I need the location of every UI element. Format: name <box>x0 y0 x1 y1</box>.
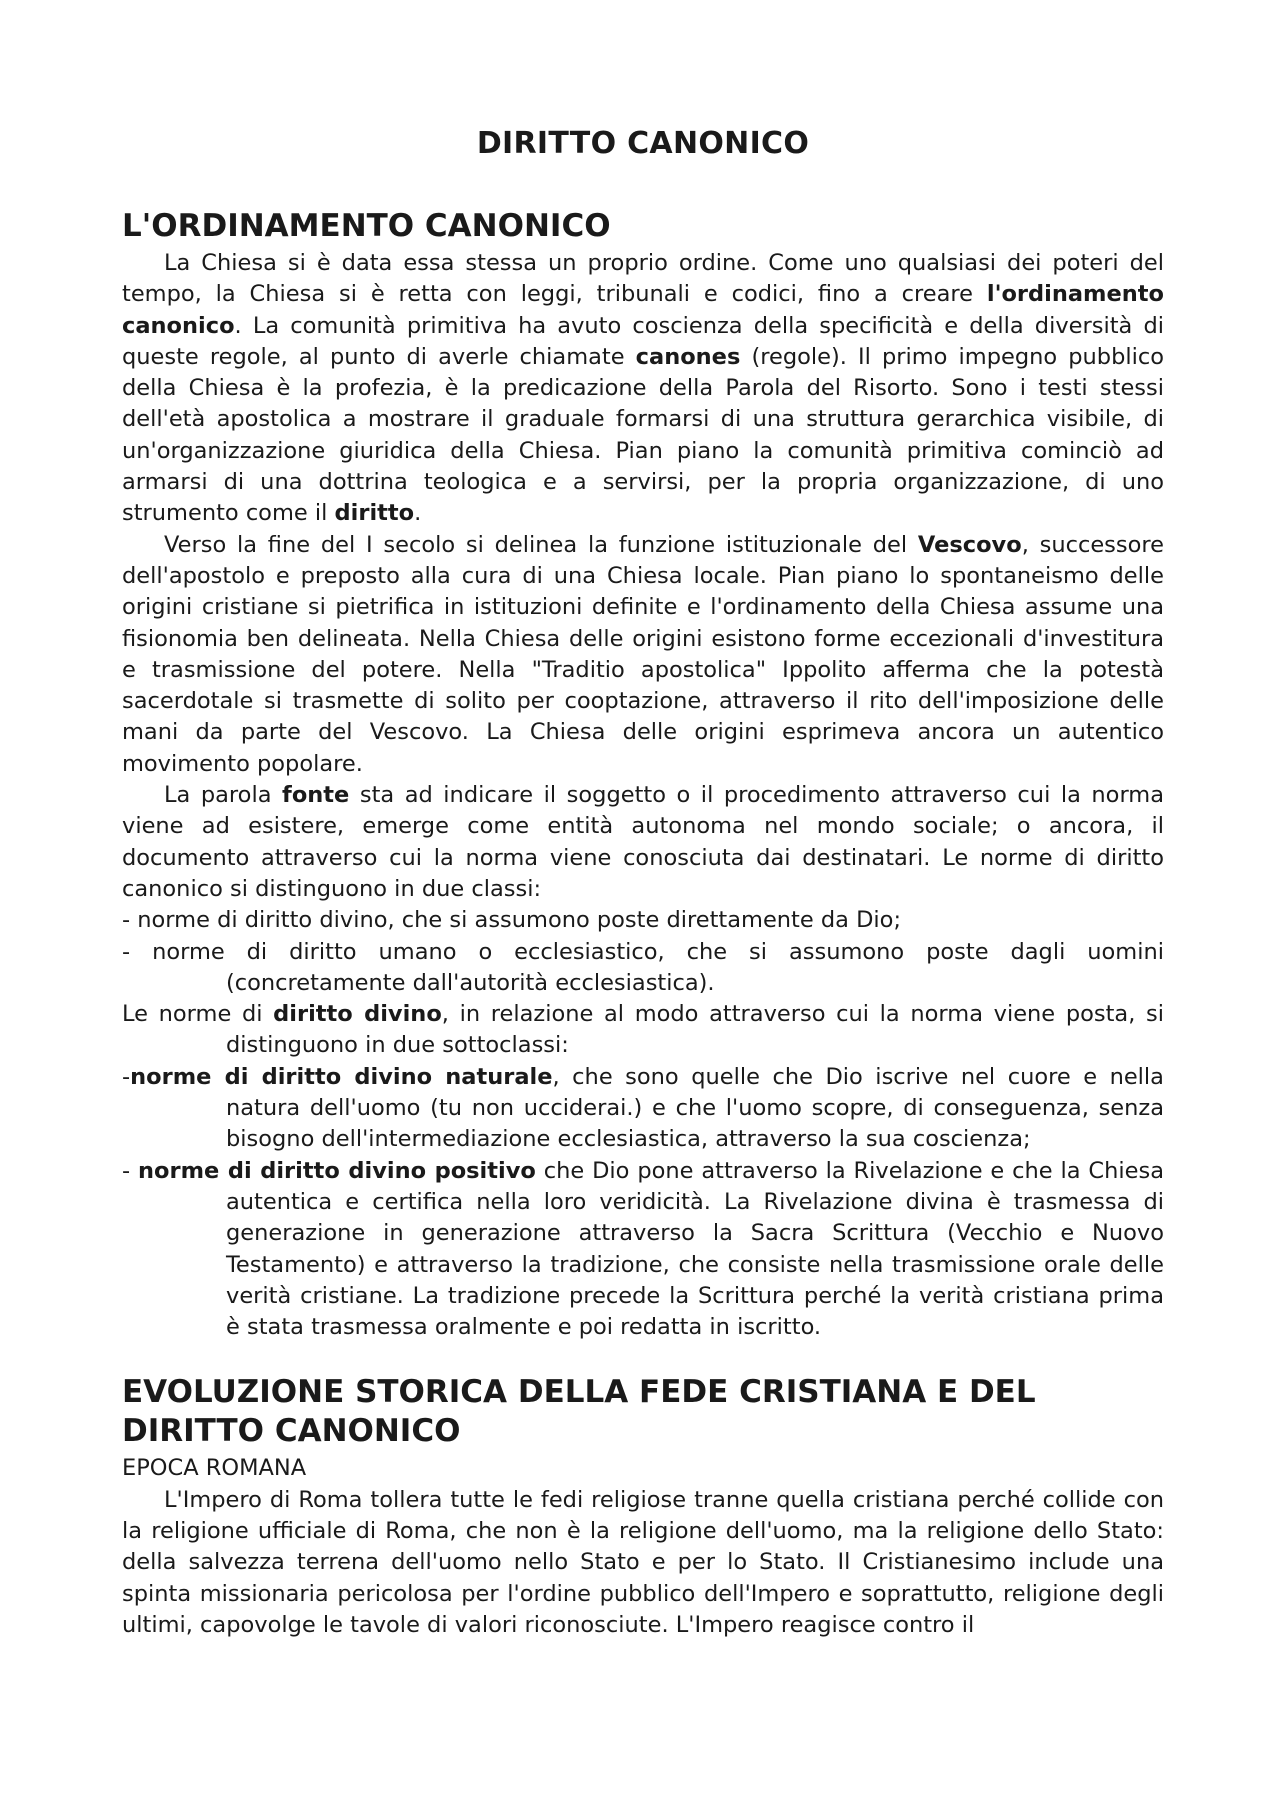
text-run: La Chiesa si è data essa stessa un proprio ordine. Come uno qualsiasi dei poteri del tempo, la Chiesa si è retta con leggi, tribunali e codici, fino a creare <box>122 250 1164 308</box>
section-heading-ordinamento: L'ORDINAMENTO CANONICO <box>122 208 611 244</box>
subheading-epoca-romana: EPOCA ROMANA <box>122 1455 307 1482</box>
list-item: - norme di diritto umano o ecclesiastico, che si assumono poste dagli uomini (concretamente dall'autorità ecclesiastica). <box>122 938 1164 996</box>
bold-term: diritto <box>334 500 415 527</box>
text-run: sta ad indicare il soggetto o il procedimento attraverso cui la norma viene ad esistere, emerge come entità autonoma nel mondo sociale; o ancora, il documento attraverso cui la norma viene conosciuta dai destinatari. Le norme di diritto canonico si distinguono in due classi: <box>122 782 1165 902</box>
text-run: , che sono quelle che Dio iscrive nel cuore e nella natura dell'uomo (tu non ucciderai.) e che l'uomo scopre, di conseguenza, senza bisogno dell'intermediazione ecclesiastica, attraverso la sua coscienza; <box>226 1063 1164 1153</box>
list-item: - norme di diritto divino, che si assumono poste direttamente da Dio; <box>122 907 902 934</box>
paragraph: L'Impero di Roma tollera tutte le fedi religiose tranne quella cristiana perché collide con la religione ufficiale di Roma, che non è la religione dell'uomo, ma la religione dello Stato: della salvezza terrena dell'uomo nello Stato e per lo Stato. Il Cristianesimo include una spinta missionaria pericolosa per l'ordine pubblico dell'Impero e soprattutto, religione degli ultimi, capovolge le tavole di valori riconosciute. L'Impero reagisce contro il <box>122 1486 1164 1638</box>
list-dash: - <box>122 1157 138 1184</box>
bold-term: diritto divino <box>273 1001 442 1028</box>
text-run: che Dio pone attraverso la Rivelazione e che la Chiesa autentica e certifica nella loro veridicità. La Rivelazione divina è trasmessa di generazione in generazione attraverso la Sacra Scrittura (Vecchio e Nuovo Testamento) e attraverso la tradizione, che consiste nella trasmissione orale delle verità cristiane. La tradizione precede la Scrittura perché la verità cristiana prima è stata trasmessa oralmente e poi redatta in iscritto. <box>226 1157 1164 1341</box>
paragraph <box>122 999 1164 1062</box>
text-run: (regole). Il primo impegno pubblico della Chiesa è la profezia, è la predicazione della Parola del Risorto. Sono i testi stessi dell'età apostolica a mostrare il graduale formarsi di una struttura gerarchica visibile, di un'organizzazione giuridica della Chiesa. Pian piano la comunità primitiva cominciò ad armarsi di una dottrina teologica e a servirsi, per la propria organizzazione, di uno strumento come il <box>122 343 1164 527</box>
text-run: . <box>414 500 422 527</box>
list-dash: - <box>122 1063 131 1090</box>
section-heading-evoluzione: EVOLUZIONE STORICA DELLA FEDE CRISTIANA E DEL DIRITTO CANONICO <box>122 1374 1036 1450</box>
section-spacer <box>122 1343 1164 1373</box>
bold-term: canones <box>635 343 741 370</box>
text-run: . La comunità primitiva ha avuto coscienza della specificità e della diversità di queste regole, al punto di averle chiamate <box>122 312 1164 370</box>
paragraph <box>122 248 1164 530</box>
list-item <box>122 1156 1164 1344</box>
document-title: DIRITTO CANONICO <box>476 126 810 161</box>
text-run: La parola <box>164 782 283 809</box>
paragraph <box>122 780 1164 905</box>
paragraph <box>122 530 1164 780</box>
bold-term: Vescovo <box>917 531 1022 558</box>
document-page <box>122 112 1164 1641</box>
text-run: , successore dell'apostolo e preposto alla cura di una Chiesa locale. Pian piano lo spontaneismo delle origini cristiane si pietrifica in istituzioni definite e l'ordinamento della Chiesa assume una fisionomia ben delineata. Nella Chiesa delle origini esistono forme eccezionali d'investitura e trasmissione del potere. Nella "Traditio apostolica" Ippolito afferma che la potestà sacerdotale si trasmette di solito per cooptazione, attraverso il rito dell'imposizione delle mani da parte del Vescovo. La Chiesa delle origini esprimeva ancora un autentico movimento popolare. <box>122 531 1164 777</box>
text-run: , in relazione al modo attraverso cui la norma viene posta, si distinguono in due sottoclassi: <box>226 1001 1164 1059</box>
bold-term: norme di diritto divino naturale <box>130 1063 553 1090</box>
text-run: Verso la fine del I secolo si delinea la funzione istituzionale del <box>164 531 918 558</box>
bold-term: l'ordinamento canonico <box>122 281 1164 339</box>
list-item <box>122 1062 1164 1156</box>
bold-term: fonte <box>282 782 350 809</box>
bold-term: norme di diritto divino positivo <box>138 1157 536 1184</box>
text-run: Le norme di <box>122 1001 274 1028</box>
